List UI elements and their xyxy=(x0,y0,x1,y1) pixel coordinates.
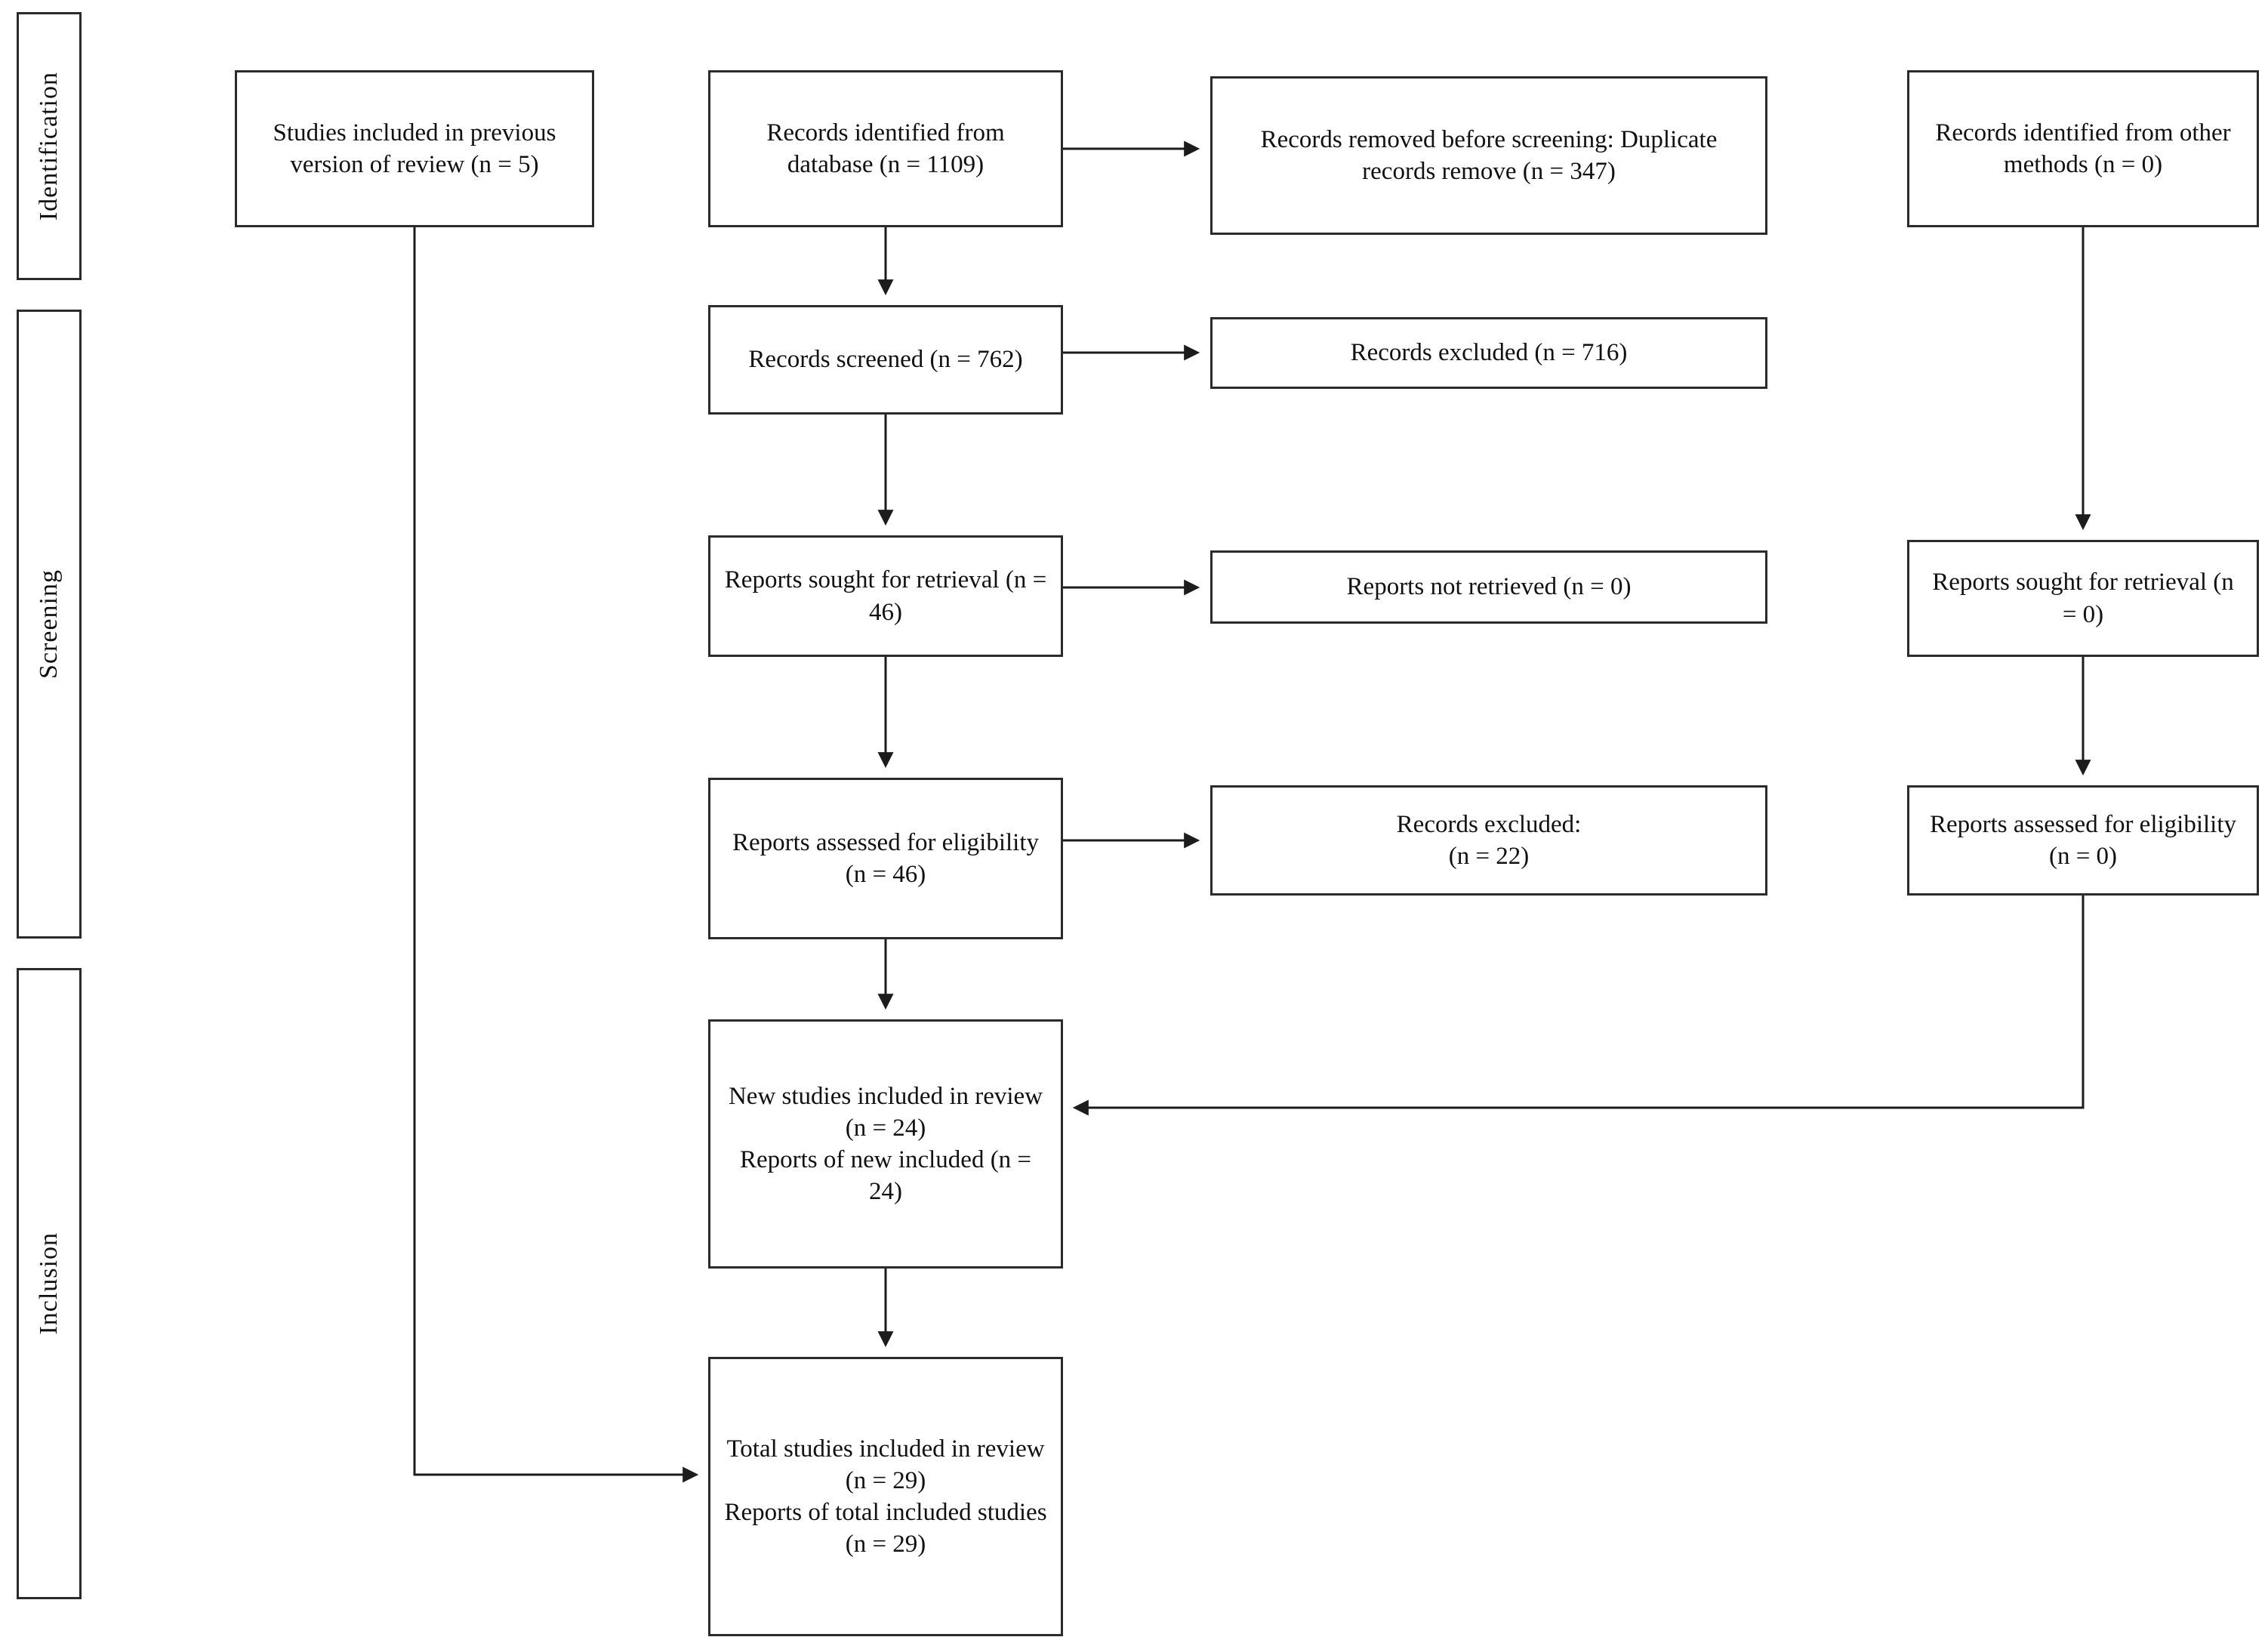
node-records-removed-before-screening xyxy=(1210,76,1767,235)
node-reports-not-retrieved xyxy=(1210,550,1767,624)
node-reports-sought-label: Reports sought for retrieval (n = 46) xyxy=(724,566,1047,626)
node-reports-assessed-other xyxy=(1907,785,2259,896)
node-reports-assessed-label: Reports assessed for eligibility (n = 46) xyxy=(732,828,1040,888)
node-reports-sought-other-label: Reports sought for retrieval (n = 0) xyxy=(1932,569,2234,628)
node-reports-not-retrieved-label: Reports not retrieved (n = 0) xyxy=(1346,573,1632,601)
node-new-studies-included-line1: New studies included in review (n = 24) xyxy=(728,1082,1043,1142)
stage-screening-label: Screening xyxy=(35,569,63,679)
node-records-removed-before-screening-label: Records removed before screening: Duplicate records remove (n = 347) xyxy=(1260,125,1718,185)
stage-inclusion xyxy=(17,968,82,1599)
node-total-studies-included-line2: Reports of total included studies (n = 29) xyxy=(724,1499,1047,1558)
node-records-identified-database xyxy=(708,70,1063,227)
node-records-excluded xyxy=(1210,317,1767,389)
node-records-screened xyxy=(708,305,1063,415)
node-records-excluded-eligibility-line2: (n = 22) xyxy=(1448,843,1530,870)
stage-identification-label: Identification xyxy=(35,71,63,221)
node-reports-sought xyxy=(708,535,1063,657)
stage-screening xyxy=(17,310,82,939)
connector-previous-to-total xyxy=(414,227,696,1475)
node-reports-assessed xyxy=(708,778,1063,939)
connector-assessed0-to-new xyxy=(1075,896,2083,1108)
node-previous-studies-label: Studies included in previous version of review (n = 5) xyxy=(273,119,556,178)
node-new-studies-included xyxy=(708,1019,1063,1269)
node-total-studies-included-line1: Total studies included in review (n = 29) xyxy=(726,1435,1045,1494)
node-records-excluded-eligibility-line1: Records excluded: xyxy=(1396,810,1582,838)
node-previous-studies xyxy=(235,70,594,227)
node-records-identified-database-label: Records identified from database (n = 1109) xyxy=(766,119,1005,178)
node-records-excluded-label: Records excluded (n = 716) xyxy=(1350,339,1628,367)
node-new-studies-included-line2: Reports of new included (n = 24) xyxy=(739,1146,1032,1206)
stage-inclusion-label: Inclusion xyxy=(35,1232,63,1335)
node-total-studies-included xyxy=(708,1357,1063,1636)
node-records-screened-label: Records screened (n = 762) xyxy=(748,346,1023,374)
node-records-identified-other xyxy=(1907,70,2259,227)
node-reports-assessed-other-label: Reports assessed for eligibility (n = 0) xyxy=(1929,810,2237,870)
node-records-identified-other-label: Records identified from other methods (n = 0) xyxy=(1935,119,2231,178)
node-reports-sought-other xyxy=(1907,540,2259,657)
node-records-excluded-eligibility xyxy=(1210,785,1767,896)
stage-identification xyxy=(17,12,82,280)
